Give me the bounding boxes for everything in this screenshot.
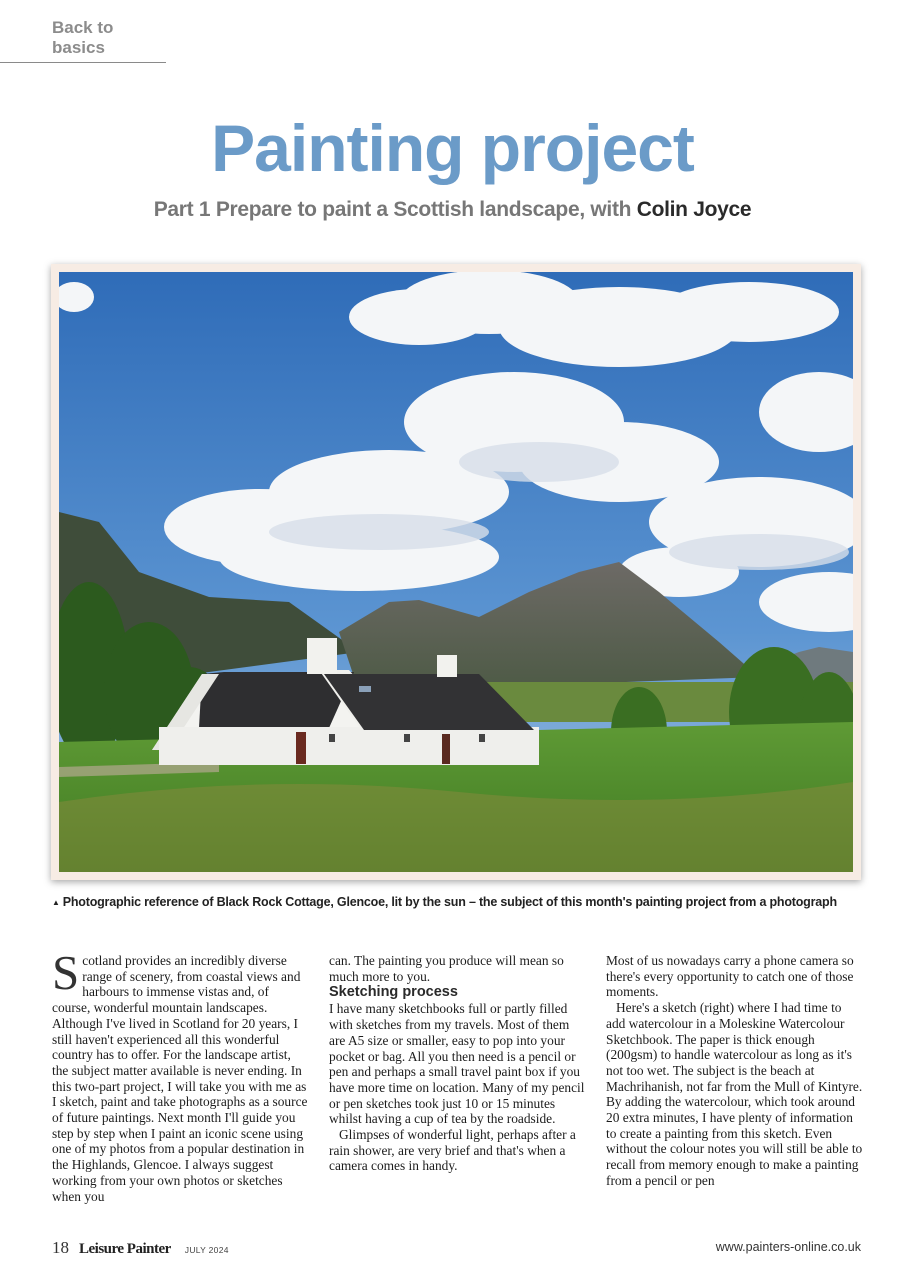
caption-marker: ▲: [52, 898, 60, 907]
article-subtitle: [0, 198, 905, 222]
subheading: Sketching process: [329, 984, 458, 1001]
subtitle-author: Colin Joyce: [636, 198, 752, 221]
page-number: 18: [52, 1238, 69, 1257]
body-paragraph: Glimpses of wonderful light, perhaps after a rain shower, are very brief and that's when a camera comes in handy.: [329, 1127, 576, 1174]
magazine-name: Leisure Painter: [79, 1241, 171, 1257]
photo-caption: [52, 895, 872, 909]
section-label-text: Back to basics: [52, 18, 114, 57]
body-paragraph: Most of us nowadays carry a phone camera so there's every opportunity to catch one of those moments.: [606, 953, 854, 1000]
section-label: [0, 18, 166, 63]
body-column-3: [606, 953, 864, 1189]
body-column-1: [52, 945, 310, 1204]
article-title: Painting project: [211, 111, 694, 185]
body-paragraph: I have many sketchbooks full or partly filled with sketches from my travels. Most of them are A5 size or smaller, easy to pop into your pocket or bag. All you then need is a pencil or pen and perhaps a small travel paint box if you have more time on location. Many of my pencil or pen sketches took just 10 or 15 minutes whilst having a cup of tea by the roadside.: [329, 1001, 585, 1127]
subtitle-text: Prepare to paint a Scottish landscape, with: [210, 198, 637, 221]
website-url[interactable]: www.painters-online.co.uk: [715, 1240, 861, 1254]
body-column-2: [329, 953, 587, 1174]
subtitle-part: Part 1: [153, 198, 211, 221]
body-paragraph: Scotland provides an incredibly diverse range of scenery, from coastal views and harbours to immense vistas and, of course, wonderful mountain landscapes. Although I've lived in Scotland for 20 years, I still haven't experienced all this wonderful country has to offer. For the landscape artist, the subject matter available is never ending. In this two-part project, I will take you with me as I sketch, paint and take photographs as a source of future paintings. Next month I'll guide you step by step when I paint an iconic scene using one of my photos from a popular destination in the Highlands, Glencoe. I always suggest working from your own photos or sketches when you: [52, 945, 308, 1204]
issue-date: JULY 2024: [184, 1245, 229, 1255]
footer-folio: [52, 1238, 229, 1258]
drop-cap: S: [52, 945, 80, 1000]
caption-text: Photographic reference of Black Rock Cottage, Glencoe, lit by the sun – the subject of this month's painting project from a photograph: [62, 895, 837, 909]
photo-frame: [51, 264, 861, 880]
body-paragraph: Here's a sketch (right) where I had time to add watercolour in a Moleskine Watercolour Sketchbook. The paper is thick enough (200gsm) to handle watercolour as long as it's not too wet. The subject is the beach at Machrihanish, not far from the Mull of Kintyre. By adding the watercolour, which took around 20 extra minutes, I have plenty of information to create a painting from this sketch. Even without the colour notes you will still be able to recall from memory enough to make a painting from a pencil or pen: [606, 1000, 863, 1188]
body-paragraph: can. The painting you produce will mean so much more to you.: [329, 953, 564, 984]
cottage-photo: [59, 272, 853, 872]
